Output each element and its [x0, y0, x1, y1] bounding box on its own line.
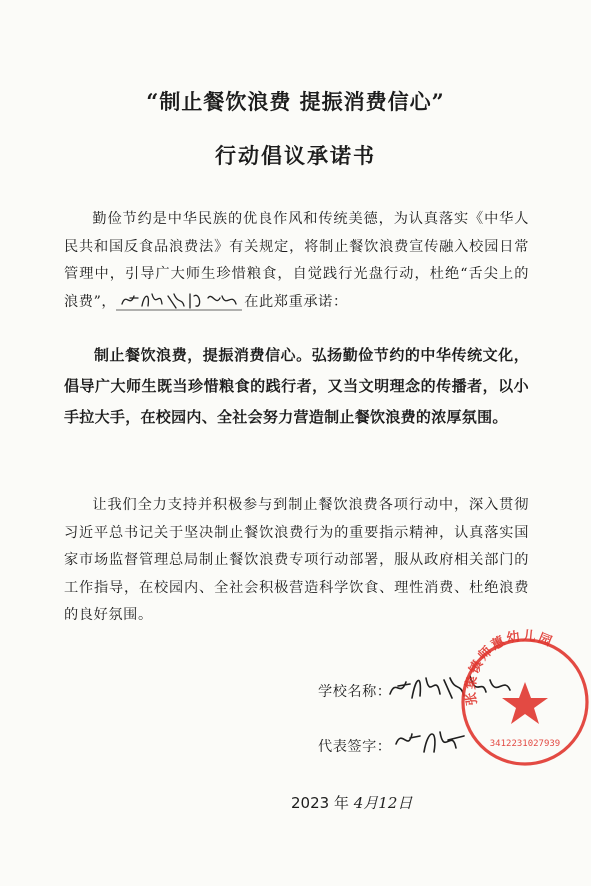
official-seal [456, 628, 591, 774]
paragraph-intro-end: 在此郑重承诺： [244, 293, 348, 310]
representative-label: 代表签字： [318, 739, 392, 755]
svg-text:张集镇师蕙幼儿园 [463, 629, 556, 707]
seal-star-icon [502, 682, 548, 724]
school-name-row [318, 681, 391, 701]
document-title: “制止餐饮浪费 提振消费信心” [146, 89, 445, 114]
date-row [291, 792, 412, 813]
document-subtitle: 行动倡议承诺书 [215, 143, 376, 168]
paragraph-intro-text: 勤俭节约是中华民族的优良作风和传统美德，为认真落实《中华人民共和国反食品浪费法》有关规定，将制止餐饮浪费宣传融入校园日常管理中，引导广大师生珍惜粮食，自觉践行光盘行动，杜绝“舌尖上的浪费”， [64, 211, 529, 310]
representative-row [318, 736, 391, 756]
paragraph-pledge: 制止餐饮浪费，提振消费信心。弘扬勤俭节约的中华传统文化，倡导广大师生既当珍惜粮食的践行者，又当文明理念的传播者，以小手拉大手，在校园内、全社会努力营造制止餐饮浪费的浓厚氛围。 [64, 346, 529, 426]
seal-number: 3412231027939 [489, 739, 561, 749]
date-year: 2023 年 [291, 794, 349, 812]
seal-text: 张集镇师蕙幼儿园 [463, 628, 556, 707]
date-handwritten: 4月12日 [353, 794, 413, 812]
inline-handwritten-school-name [116, 288, 244, 310]
paragraph-intro [64, 206, 529, 316]
school-name-label: 学校名称： [318, 684, 392, 700]
paragraph-call: 让我们全力支持并积极参与到制止餐饮浪费各项行动中，深入贯彻习近平总书记关于坚决制止餐饮浪费行为的重要指示精神，认真落实国家市场监督管理总局制止餐饮浪费专项行动部署，服从政府相关部门的工作指导，在校园内、全社会积极营造科学饮食、理性消费、杜绝浪费的良好氛围。 [64, 497, 529, 623]
